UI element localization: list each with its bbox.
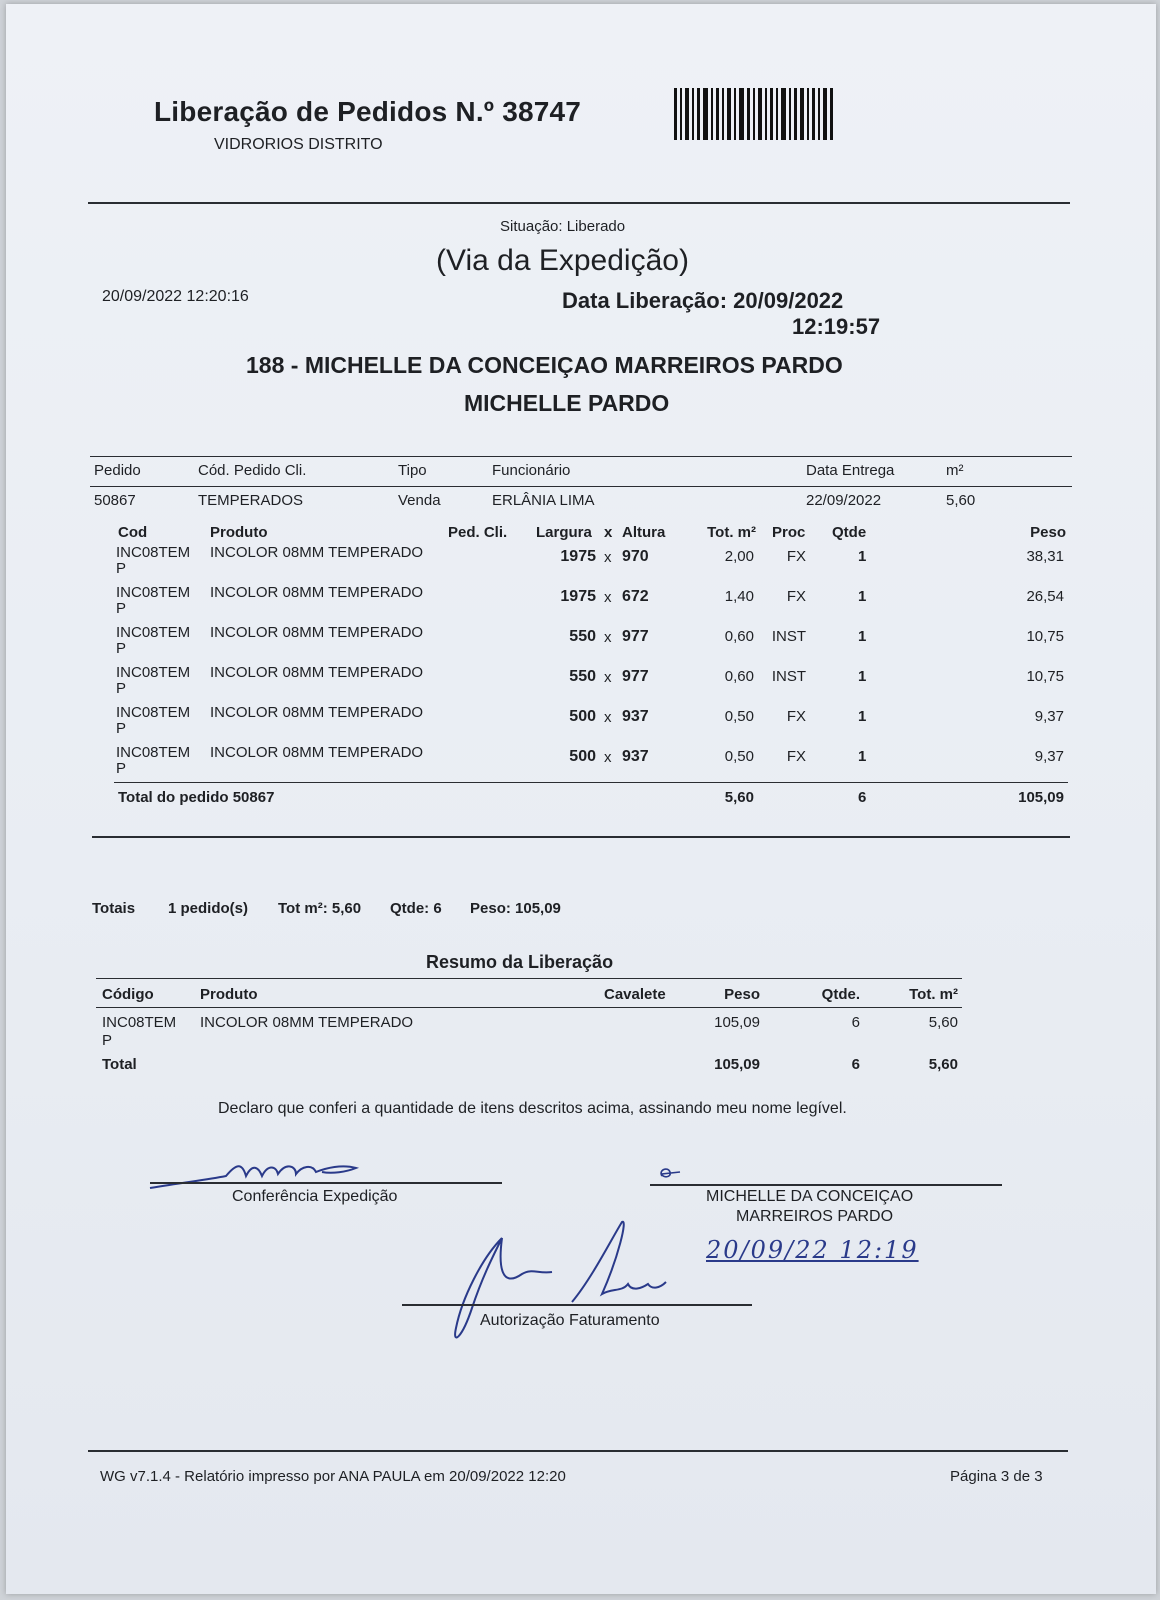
totais-qtde: Qtde: 6 — [390, 900, 442, 917]
items-col-cod: Cod — [118, 524, 148, 541]
totais-peso: Peso: 105,09 — [470, 900, 561, 917]
col-m2: m² — [946, 462, 964, 479]
document-title: Liberação de Pedidos N.º 38747 — [154, 96, 582, 127]
item-cod: INC08TEM — [116, 624, 191, 641]
item-x: x — [604, 629, 612, 646]
cliente-nome: MICHELLE PARDO — [464, 390, 670, 416]
items-col-produto: Produto — [210, 524, 268, 541]
col-pedido: Pedido — [94, 462, 141, 479]
item-proc: INST — [771, 628, 806, 645]
item-proc: FX — [786, 708, 806, 725]
items-col-x: x — [604, 524, 613, 541]
cliente-assinatura-l1: MICHELLE DA CONCEIÇAO — [706, 1188, 914, 1205]
item-tot-m2: 1,40 — [724, 588, 754, 605]
item-altura: 977 — [622, 668, 649, 685]
resumo-col-cavalete: Cavalete — [604, 986, 666, 1003]
cliente-assinatura-l2: MARREIROS PARDO — [736, 1208, 894, 1225]
items-col-qtde: Qtde — [832, 524, 867, 541]
conferencia-label: Conferência Expedição — [232, 1188, 398, 1205]
item-qtde: 1 — [858, 588, 867, 605]
item-produto: INCOLOR 08MM TEMPERADO — [210, 624, 424, 641]
resumo-peso: 105,09 — [714, 1014, 760, 1031]
item-tot-m2: 2,00 — [724, 548, 754, 565]
item-qtde: 1 — [858, 708, 867, 725]
item-cod-suffix: P — [116, 640, 127, 657]
item-altura: 937 — [622, 708, 649, 725]
item-altura: 977 — [622, 628, 649, 645]
declaracao: Declaro que conferi a quantidade de itens descritos acima, assinando meu nome legível. — [218, 1100, 847, 1117]
item-altura: 937 — [622, 748, 649, 765]
signature-line — [150, 1182, 502, 1184]
item-cod-suffix: P — [116, 600, 127, 617]
total-pedido-peso: 105,09 — [1018, 789, 1064, 806]
barcode — [674, 88, 836, 140]
item-x: x — [604, 589, 612, 606]
via-label: (Via da Expedição) — [436, 244, 689, 277]
document-page — [6, 4, 1156, 1594]
resumo-col-peso: Peso — [724, 986, 760, 1003]
item-x: x — [604, 549, 612, 566]
cliente-data-manuscrita: 20/09/22 12:19 — [706, 1236, 919, 1264]
item-tot-m2: 0,60 — [724, 628, 754, 645]
item-produto: INCOLOR 08MM TEMPERADO — [210, 584, 424, 601]
item-tot-m2: 0,60 — [724, 668, 754, 685]
col-tipo: Tipo — [398, 462, 427, 479]
items-col-proc: Proc — [772, 524, 806, 541]
item-produto: INCOLOR 08MM TEMPERADO — [210, 664, 424, 681]
divider — [96, 978, 962, 979]
item-produto: INCOLOR 08MM TEMPERADO — [210, 704, 424, 721]
divider — [88, 1450, 1068, 1452]
items-col-largura: Largura — [536, 524, 592, 541]
item-largura: 1975 — [560, 548, 596, 565]
situacao: Situação: Liberado — [500, 218, 626, 235]
totais-m2: Tot m²: 5,60 — [278, 900, 362, 917]
resumo-total-tot-m2: 5,60 — [928, 1056, 958, 1073]
cliente-codigo-nome: 188 - MICHELLE DA CONCEIÇAO MARREIROS PARDO — [246, 352, 843, 378]
item-qtde: 1 — [858, 548, 867, 565]
item-cod-suffix: P — [116, 720, 127, 737]
resumo-title: Resumo da Liberação — [426, 952, 614, 972]
item-largura: 500 — [569, 748, 596, 765]
col-data-entrega: Data Entrega — [806, 462, 895, 479]
page-number: Página 3 de 3 — [950, 1468, 1043, 1485]
resumo-col-produto: Produto — [200, 986, 258, 1003]
items-col-ped-cli: Ped. Cli. — [448, 524, 508, 541]
resumo-total-peso: 105,09 — [714, 1056, 760, 1073]
item-cod: INC08TEM — [116, 664, 191, 681]
item-cod-suffix: P — [116, 560, 127, 577]
item-proc: INST — [771, 668, 806, 685]
item-cod-suffix: P — [116, 760, 127, 777]
funcionario: ERLÂNIA LIMA — [492, 492, 595, 509]
item-x: x — [604, 709, 612, 726]
divider — [88, 202, 1070, 204]
tipo: Venda — [398, 492, 441, 509]
item-produto: INCOLOR 08MM TEMPERADO — [210, 744, 424, 761]
item-altura: 970 — [622, 548, 649, 565]
data-liberacao: Data Liberação: 20/09/2022 — [562, 288, 844, 313]
item-largura: 500 — [569, 708, 596, 725]
footer-info: WG v7.1.4 - Relatório impresso por ANA PAULA em 20/09/2022 12:20 — [100, 1468, 566, 1485]
data-liberacao-time: 12:19:57 — [792, 314, 881, 339]
item-altura: 672 — [622, 588, 649, 605]
company-name: VIDRORIOS DISTRITO — [214, 136, 383, 153]
signature-line — [402, 1304, 752, 1306]
item-tot-m2: 0,50 — [724, 748, 754, 765]
divider — [92, 836, 1070, 838]
item-x: x — [604, 749, 612, 766]
item-cod-suffix: P — [116, 680, 127, 697]
resumo-codigo-suffix: P — [102, 1032, 113, 1049]
m2: 5,60 — [946, 492, 976, 509]
item-peso: 10,75 — [1026, 668, 1064, 685]
totais-label: Totais — [92, 900, 136, 917]
total-pedido-m2: 5,60 — [724, 789, 754, 806]
item-produto: INCOLOR 08MM TEMPERADO — [210, 544, 424, 561]
resumo-codigo: INC08TEM — [102, 1014, 177, 1031]
divider — [114, 782, 1068, 783]
total-pedido-label: Total do pedido 50867 — [118, 789, 275, 806]
item-qtde: 1 — [858, 628, 867, 645]
items-col-tot-m2: Tot. m² — [707, 524, 756, 541]
resumo-total-label: Total — [102, 1056, 137, 1073]
data-entrega: 22/09/2022 — [806, 492, 882, 509]
item-peso: 9,37 — [1034, 748, 1064, 765]
item-proc: FX — [786, 748, 806, 765]
item-cod: INC08TEM — [116, 544, 191, 561]
item-proc: FX — [786, 548, 806, 565]
signature-line — [650, 1184, 1002, 1186]
item-peso: 26,54 — [1026, 588, 1064, 605]
item-qtde: 1 — [858, 748, 867, 765]
divider — [96, 1007, 962, 1008]
resumo-produto: INCOLOR 08MM TEMPERADO — [200, 1014, 414, 1031]
item-tot-m2: 0,50 — [724, 708, 754, 725]
item-largura: 550 — [569, 668, 596, 685]
col-funcionario: Funcionário — [492, 462, 571, 479]
item-largura: 1975 — [560, 588, 596, 605]
divider — [90, 456, 1072, 457]
item-peso: 10,75 — [1026, 628, 1064, 645]
pedido-numero: 50867 — [94, 492, 136, 509]
item-cod: INC08TEM — [116, 704, 191, 721]
item-peso: 38,31 — [1026, 548, 1064, 565]
item-cod: INC08TEM — [116, 744, 191, 761]
totais-pedidos: 1 pedido(s) — [168, 900, 249, 917]
resumo-total-qtde: 6 — [851, 1056, 860, 1073]
divider — [90, 486, 1072, 487]
autorizacao-label: Autorização Faturamento — [480, 1312, 660, 1329]
resumo-col-codigo: Código — [102, 986, 154, 1003]
total-pedido-qtde: 6 — [858, 789, 867, 806]
items-col-peso: Peso — [1030, 524, 1066, 541]
items-col-altura: Altura — [622, 524, 666, 541]
item-qtde: 1 — [858, 668, 867, 685]
resumo-qtde: 6 — [851, 1014, 860, 1031]
item-proc: FX — [786, 588, 806, 605]
resumo-col-tot-m2: Tot. m² — [909, 986, 958, 1003]
printed-datetime: 20/09/2022 12:20:16 — [102, 288, 249, 305]
item-largura: 550 — [569, 628, 596, 645]
resumo-col-qtde: Qtde. — [821, 986, 860, 1003]
col-cod-pedido-cli: Cód. Pedido Cli. — [198, 462, 307, 479]
item-x: x — [604, 669, 612, 686]
cod-pedido-cli: TEMPERADOS — [198, 492, 304, 509]
resumo-tot-m2: 5,60 — [928, 1014, 958, 1031]
item-peso: 9,37 — [1034, 708, 1064, 725]
item-cod: INC08TEM — [116, 584, 191, 601]
